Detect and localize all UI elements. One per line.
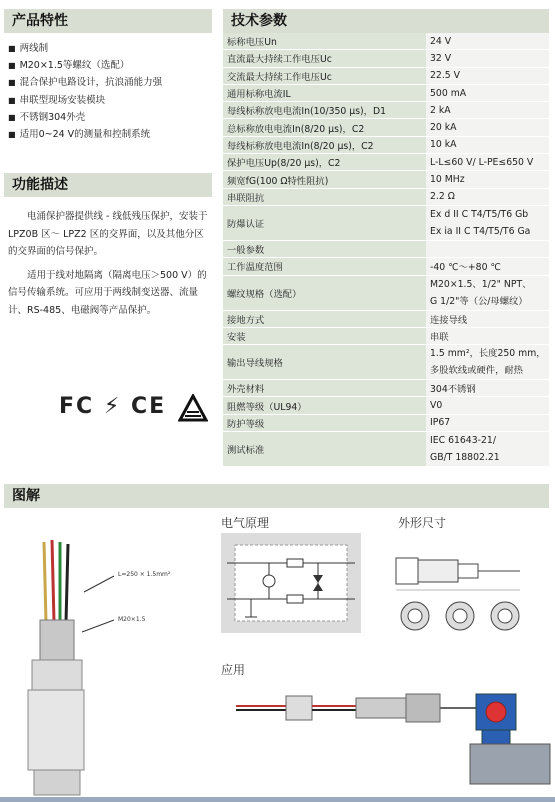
spec-value-line: 500 mA [430,87,467,99]
spec-row [223,327,549,344]
spec-row [223,102,549,119]
spec-value-line: 304不锈钢 [430,384,476,396]
footer-bar [0,797,555,802]
spec-value-line: 32 V [430,52,452,64]
spec-value-line: 24 V [430,35,452,47]
spec-row [223,275,549,310]
spec-value-line: 10 kA [430,139,457,151]
spec-value [426,33,549,50]
function-header: 功能描述 [4,173,212,197]
spec-row [223,205,549,240]
feature-list [8,40,162,143]
spec-row [223,345,549,380]
spec-value [426,432,549,467]
spec-value [426,240,549,257]
spec-row [223,414,549,431]
spec-value-line: Ex d II C T4/T5/T6 Gb [430,208,529,220]
spec-key: 防爆认证 [223,205,426,240]
spec-value-line: L-L≤60 V/ L-PE≤650 V [430,156,534,168]
spec-key: 通用标称电流IL [223,84,426,101]
spec-key: 频宽fG(100 Ω特性阻抗) [223,171,426,188]
spec-value [426,414,549,431]
cert-logos-text: FC ⚡ CE [59,394,167,419]
spec-value [426,380,549,397]
spec-key: 每线标称放电电流In(10/350 µs)，D1 [223,102,426,119]
spec-row [223,136,549,153]
spec-row [223,258,549,275]
spec-key: 保护电压Up(8/20 µs)，C2 [223,154,426,171]
certification-logos [59,394,166,419]
features-header: 产品特性 [4,9,212,33]
dimension-drawing [390,548,545,638]
spec-value [426,275,549,310]
spec-row [223,240,549,257]
spec-row [223,84,549,101]
spec-value-line: G 1/2"等（公/母螺纹） [430,295,528,307]
spec-value [426,84,549,101]
function-paragraph: 电涌保护器提供线 - 线低残压保护，安装于LPZ0B 区～ LPZ2 区的交界面，以及其他分区的交界面的信号保护。 [8,211,208,257]
spec-key: 外壳材料 [223,380,426,397]
spec-value [426,102,549,119]
spec-value-line: M20×1.5、1/2" NPT、 [430,278,532,290]
feature-item: ■ 不锈钢304外壳 [8,109,162,126]
spec-value-line: 1.5 mm²，长度250 mm， [430,348,546,360]
spec-value [426,188,549,205]
spec-key: 输出导线规格 [223,345,426,380]
spec-row [223,119,549,136]
specs-header: 技术参数 [223,9,549,33]
principle-label: 电气原理 [221,516,270,530]
spec-key: 直流最大持续工作电压Uc [223,50,426,67]
spec-value-line: 2.2 Ω [430,191,455,203]
spec-value-line: IP67 [430,417,451,429]
wire-callout: L=250 × 1.5mm² [118,571,171,578]
spec-row [223,171,549,188]
spec-key: 每线标称放电电流In(8/20 µs)，C2 [223,136,426,153]
spec-value-line: 10 MHz [430,174,465,186]
spec-key: 工作温度范围 [223,258,426,275]
spec-value-line: Ex ia II C T4/T5/T6 Ga [430,225,531,237]
function-description [8,208,213,325]
spec-value-line: 20 kA [430,122,457,134]
spec-row [223,397,549,414]
feature-item: ■ 两线制 [8,40,162,57]
specs-table [223,33,549,467]
spec-value-line: IEC 61643-21/ [430,435,496,447]
spec-value [426,119,549,136]
spec-key: 螺纹规格（选配） [223,275,426,310]
spec-row [223,33,549,50]
warning-triangle-icon [178,394,208,422]
spec-row [223,67,549,84]
spec-value [426,345,549,380]
feature-item: ■ 串联型现场安装模块 [8,92,162,109]
spec-key: 串联阻抗 [223,188,426,205]
spec-value-line: -40 ℃～+80 ℃ [430,262,501,274]
spec-value-line: V0 [430,400,443,412]
function-paragraph: 适用于线对地隔离（隔离电压＞500 V）的信号传输系统。可应用于两线制变送器、流量计、RS-485、电磁阀等产品保护。 [8,269,207,316]
product-image [14,512,214,797]
feature-item: ■ 混合保护电路设计，抗浪涌能力强 [8,74,162,91]
feature-item: ■ M20×1.5等螺纹（选配） [8,57,162,74]
spec-value [426,67,549,84]
spec-value [426,205,549,240]
spec-value [426,50,549,67]
spec-row [223,432,549,467]
spec-key: 阻燃等级（UL94） [223,397,426,414]
spec-value [426,136,549,153]
spec-key: 标称电压Un [223,33,426,50]
spec-value-line: GB/T 18802.21 [430,452,500,464]
spec-key: 一般参数 [223,240,426,257]
spec-value [426,310,549,327]
feature-item: ■ 适用0~24 V的测量和控制系统 [8,126,162,143]
spec-value [426,171,549,188]
spec-key: 接地方式 [223,310,426,327]
spec-value-line: 2 kA [430,104,451,116]
spec-row [223,154,549,171]
spec-value [426,154,549,171]
thread-callout: M20×1.5 [118,616,146,623]
spec-key: 安装 [223,327,426,344]
spec-key: 交流最大持续工作电压Uc [223,67,426,84]
spec-value-line: 串联 [430,332,449,343]
spec-value [426,327,549,344]
dimension-label: 外形尺寸 [398,516,447,530]
spec-key: 总标称放电电流In(8/20 µs)，C2 [223,119,426,136]
spec-key: 测试标准 [223,432,426,467]
spec-value [426,258,549,275]
circuit-diagram [221,533,361,633]
spec-row [223,188,549,205]
spec-row [223,50,549,67]
spec-key: 防护等级 [223,414,426,431]
spec-value-line: 多股软线或硬件，耐热 [430,365,523,377]
spec-row [223,380,549,397]
spec-row [223,310,549,327]
spec-value-line: 22.5 V [430,70,461,82]
application-label: 应用 [221,663,246,677]
application-drawing [236,680,552,794]
spec-value-line: 连接导线 [430,314,468,326]
illustration-header: 图解 [4,484,549,508]
spec-value [426,397,549,414]
